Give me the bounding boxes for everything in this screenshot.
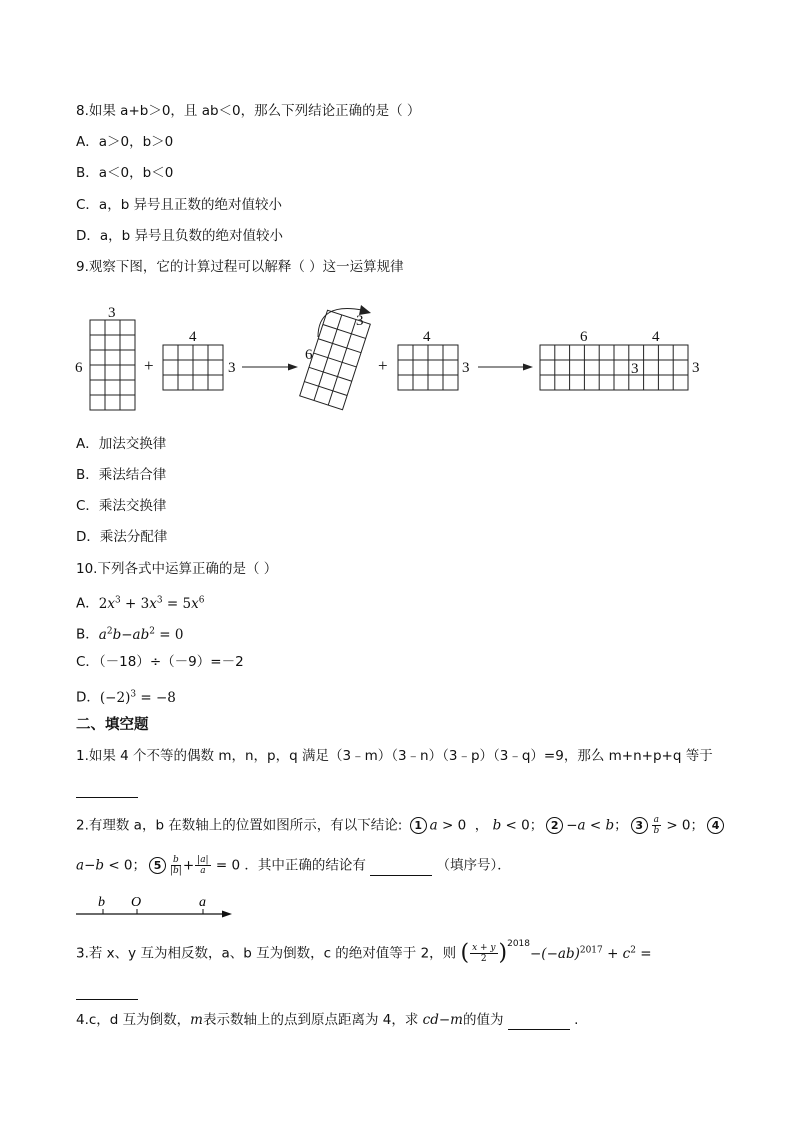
plus-sign-2: + bbox=[378, 356, 388, 375]
q10-option-a bbox=[76, 590, 204, 614]
q10-option-d-formula: $(-2)^3 = -8$ bbox=[99, 689, 176, 706]
circled-2: 2 bbox=[546, 817, 563, 834]
circled-1: 1 bbox=[410, 817, 427, 834]
g4-top-label: 4 bbox=[423, 329, 431, 345]
q10-option-a-label: A． bbox=[76, 595, 99, 612]
g4-right-label: 3 bbox=[462, 360, 470, 376]
q9-option-a: A．加法交换律 bbox=[76, 436, 167, 452]
q10-option-c: C．（－18）÷（－9）=－2 bbox=[76, 654, 244, 670]
g2-top-label: 4 bbox=[189, 329, 197, 345]
f2-fill-hint: （填序号）． bbox=[436, 857, 511, 874]
q9-figure bbox=[70, 300, 730, 425]
g3-left-label: 6 bbox=[305, 347, 313, 363]
f2-line2: a−b < 0； 5 $\frac{b}{|b|}$ + $\frac{|a|}{a}$ = 0 ．其中正确的结论有 （填序号）． bbox=[76, 855, 511, 876]
g5-top-label-4: 4 bbox=[652, 329, 660, 345]
numline-label-o: O bbox=[131, 895, 142, 910]
q10-option-a-formula: $2x^3 + 3x^3 = 5x^6$ bbox=[98, 595, 205, 612]
f1-answer-blank bbox=[76, 778, 138, 798]
plus-sign-1: + bbox=[144, 356, 154, 375]
q8-option-d: D．a，b 异号且负数的绝对值较小 bbox=[76, 228, 284, 244]
q9-option-d: D．乘法分配律 bbox=[76, 529, 168, 545]
f4-text-b: 表示数轴上的点到原点距离为 4，求 bbox=[202, 1012, 419, 1028]
q9-stem: 9.观察下图，它的计算过程可以解释（ ）这一运算规律 bbox=[76, 259, 404, 275]
g5-right-label: 3 bbox=[692, 360, 700, 376]
circled-4: 4 bbox=[707, 817, 724, 834]
q10-option-b bbox=[76, 621, 183, 645]
g1-left-label: 6 bbox=[75, 360, 83, 376]
q10-option-d-label: D． bbox=[76, 689, 100, 706]
f3-text: 3.若 x、y 互为相反数，a、b 互为倒数，c 的绝对值等于 2，则 bbox=[76, 945, 457, 962]
numline-label-a: a bbox=[199, 895, 206, 910]
q10-stem: 10.下列各式中运算正确的是（ ） bbox=[76, 561, 278, 577]
f4-answer-blank bbox=[508, 1014, 570, 1030]
circled-5: 5 bbox=[149, 857, 166, 874]
g5-mid-label: 3 bbox=[631, 361, 639, 377]
q9-option-c: C．乘法交换律 bbox=[76, 498, 167, 514]
g1-top-label: 3 bbox=[108, 305, 116, 321]
g2-right-label: 3 bbox=[228, 360, 236, 376]
f4-line: 4.c，d 互为倒数，m表示数轴上的点到原点距离为 4，求 cd−m的值为 . bbox=[76, 1012, 579, 1028]
f3-answer-blank bbox=[76, 980, 138, 1000]
f3-line: 3.若 x、y 互为相反数，a、b 互为倒数，c 的绝对值等于 2，则 ( $\frac{x + y}{2}$ )$^{2018}-(-ab)^{2017} + c^2$ = bbox=[76, 939, 652, 966]
number-line bbox=[74, 893, 239, 923]
g3-top-label: 3 bbox=[356, 313, 364, 329]
q8-option-a: A．a＞0，b＞0 bbox=[76, 134, 174, 150]
f1-text: 1.如果 4 个不等的偶数 m，n，p，q 满足（3﹣m）（3﹣n）（3﹣p）（3﹣q）=9，那么 m+n+p+q 等于 bbox=[76, 748, 713, 764]
q10-option-b-formula: $a^2b-ab^2 = 0$ bbox=[98, 626, 184, 643]
section-title: 二、填空题 bbox=[76, 717, 149, 733]
numline-label-b: b bbox=[98, 895, 105, 910]
f2-text-start: 2.有理数 a，b 在数轴上的位置如图所示，有以下结论: bbox=[76, 817, 403, 834]
f2-result-text: ．其中正确的结论有 bbox=[244, 857, 366, 874]
f2-line1: 2.有理数 a，b 在数轴上的位置如图所示，有以下结论: 1 a > 0 ， b < 0； 2 −a < b； 3 $\frac{a}{b}$ > 0； 4 bbox=[76, 815, 727, 836]
q10-option-b-label: B． bbox=[76, 626, 99, 643]
q10-option-d bbox=[76, 684, 176, 708]
q8-stem: 8.如果 a+b＞0，且 ab＜0，那么下列结论正确的是（ ） bbox=[76, 103, 421, 119]
circled-3: 3 bbox=[631, 817, 648, 834]
g5-top-label-6: 6 bbox=[580, 329, 588, 345]
q8-option-c: C．a，b 异号且正数的绝对值较小 bbox=[76, 197, 283, 213]
q9-option-b: B．乘法结合律 bbox=[76, 467, 167, 483]
f2-answer-blank bbox=[370, 860, 432, 876]
f4-text-a: 4.c，d 互为倒数， bbox=[76, 1012, 191, 1028]
q8-option-b: B．a＜0，b＜0 bbox=[76, 165, 174, 181]
f4-text-c: 的值为 bbox=[462, 1012, 504, 1028]
